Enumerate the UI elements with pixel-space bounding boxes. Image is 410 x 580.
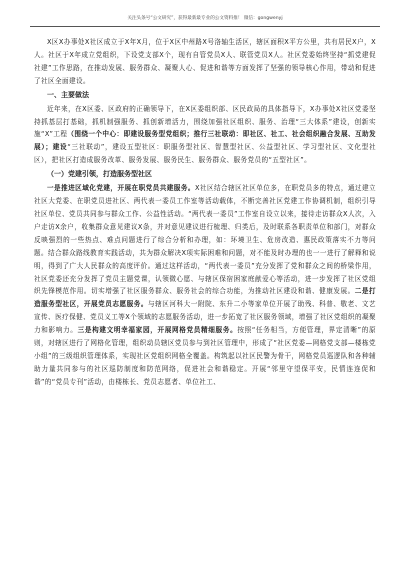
heading-party-building: （一）党建引领，打造服务型社区 (47, 170, 152, 179)
point-two-title: 二是打造服务型社区，开展党员志愿服务。 (34, 287, 376, 309)
point-three-text: 按照“任务相当，方便管理，界定清晰”的原则，对辖区进行了网格化管理，组织动员辖区党员参与到社区管理中，形成了“社区党委—网格党支部—楼栋党小组”的三级组织管理体系，实现社区党组织网格全覆盖。构筑起以社区民警为骨干，网格党员巡逻队和各种辅助力量共同参与的社区巡防制度和防范网络，促进社会和谐稳定。开展“邻里守望保平安，民情连连促和谐”的“党员专刊”活动，由楼栋长、党员志愿者、单位社工、 (34, 326, 376, 386)
overview-text-cont: “三社联动”，建设五型社区：职服务型社区、智慧型社区、公益型社区、学习型社区、文化型社区），把社区打造成服务改革、服务发展、服务民生、服务群众、服务党员的“五型社区”。 (34, 143, 376, 165)
paragraph-regional-party (34, 182, 376, 389)
point-one-text: X社区结合辖区社区单位多，在职党员多的特点，通过建立社区大党委、在职党员进社区、两代表一委员工作室等活动载体，不断完善社区党建工作协调机制，组织引导社区单位、党员共同参与群众工作、公益性活动。“两代表一委员”工作室自设立以来，接待走访群众X人次，入户走访X余户，收集群众意见建议X条，并对意见建议进行梳理、归类后，及时联系各职责单位和部门，对群众反映强烈的一些热点、难点问题进行了综合分析和办理，如：环境卫生、危房改造、惠民政策落实不力等问题。结合群众路线教育实践活动，共为群众解决X项实际困难和问题，对不能及时办理的也一一进行了解释和说明，得到了广大人民群众的高度评价。通过这样活动，“两代表一委员”充分发挥了党和群众之间的桥梁作用，社区党委还充分发挥了党员主题党课，认领微心愿、与辖区保宿困家庭献爱心等活动，进一步发挥了社区党组织先锋模范作用。切实增强了社区服务群众、服务社会的综合功能，为推动社区建设和谐、健康发展。 (34, 184, 376, 296)
page-header-banner: 关注头条号“公文研究”，获得最新最专业的公文资料推！ 微信：gongwenyj (30, 14, 380, 27)
overview-text: 近年来，在X区委、区政府的正确领导下，在X区委组织部、区民政局的具体指导下，X办事处X社区党委坚持抓基层打基础，抓机制强服务、抓创新增活力，围绕加强社区组织、服务、治理“三大体系”建设，创新实施“X”工程 (34, 104, 376, 139)
point-three-title: 三是构建文明幸福家园，开展网格党员精细服务。 (77, 326, 238, 335)
heading-main-practices: 一、主要做法 (47, 90, 89, 99)
document-body (34, 36, 376, 566)
point-two-text: 与辖区河科大一附院、东升二小等家单位开展了助残、科普、敬老、文艺宣传、医疗保健、党员义工等X个领域的志愿服务活动，进一步拓宽了社区服务领域，增强了社区党组织的凝聚力和影响力。 (34, 300, 376, 335)
point-one-title: 一是推进区域化党建，开展在职党员共建服务。 (47, 184, 195, 193)
paragraph-intro: X区X办事处X社区成立于X年X月，位于X区中州路X号洛轴生活区，辖区面积X平方公里，共有居民X户，X人。社区于X年成立党组织，下设党支部X个，现有自管党员X人、联管党员X人。社区党委始终坚持“抓党建促社建”工作思路，在推动发展、服务群众、凝聚人心、促进和谐等方面发挥了坚强的领导核心作用，带动和促进了社区全面建设。 (34, 38, 376, 85)
overview-bold: （围绕一个中心：即建设服务型党组织；推行三社联动：即社区、社工、社会组织融合发展、互助发展）；建设 (34, 130, 376, 152)
paragraph-overview (34, 103, 376, 168)
